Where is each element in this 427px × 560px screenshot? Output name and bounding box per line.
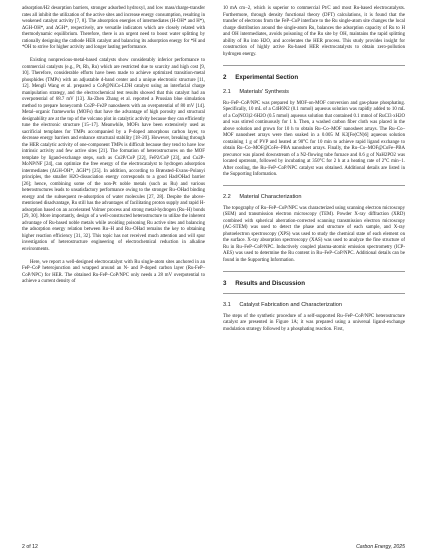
subsection-number: 2.1	[223, 89, 231, 95]
subsection-heading	[223, 89, 405, 96]
section-divider	[223, 65, 405, 66]
page-number: 2 of 12	[22, 544, 38, 550]
body-paragraph: adsorption/H2 desorption barriers, stronger adsorbed hydroxyl, and low mass/charge-transfer rates all inhibit the utilization of the active sites and increase energy consumption, resulting in weakened catalyst activity [7, 8]. The absorption energies of intermediates (H-OH* and H*), ΔGH-OH*, and ΔGH*, respectively, are versatile indicators which are closely related with thermodynamic equilibrium. Therefore, there is an urgent need to boost water splitting by rationally designing the cathode HER catalyst and balancing its adsorption energy for *H and *OH to strive for higher activity and longer lasting performance.	[22, 6, 205, 50]
body-paragraph: Ru–FeP–CoP/NPC was prepared by MOF-on-MOF conversion and gas-phase phosphating. Specifically, 10 mL of a C4H6N2 (0.1 mmol) aqueous solution was rapidly added to 10 mL of a Co(NO3)2·6H2O (0.5 mmol) aqueous solution that contained 0.1 mmol of RuCl3·xH2O and was stirred continuously for 1 h. Then, a washed carbon fiber cloth was placed in the above solution and grown for 10 h to obtain Ru–Co–MOF nanosheet arrays. The Ru–Co–MOF nanosheet arrays were then soaked in a 0.005 M K3[Fe(CN)6] aqueous solution containing 1 g of PVP and heated at 90°C for 10 min to achieve rapid ligand exchange to obtain Ru–Co–MOF@CoFe–PBA nanosheet arrays. Finally, the Ru–Co–MOF@CoFe–PBA precursor was placed downstream of a N2-flowing tube furnace and 0.6 g of NaH2PO2 was located upstream, followed by incubating at 350°C for 2 h at a heating rate of 2°C min−1. After cooling, the Ru–FeP–CoP/NPC catalyst was obtained. Additional details are listed in the Supporting Information.	[223, 100, 405, 177]
section-number: 3	[223, 279, 227, 287]
subsection-title: Material Characterization	[239, 194, 302, 200]
body-paragraph: 10 mA cm−2, which is superior to commercial Pt/C and most Ru-based electrocatalysts. Furthermore, through density functional theory (DFT) calculations, it is found that the transfer of electrons from the FeP–CoP interface to the Ru single-atom site changes the local charge distribution around the single-atom Ru, balances the adsorption capacity of Ru to H and OH intermediates, avoids poisoning of the Ru site by OH, maintains the rapid splitting ability of Ru into H2O, and accelerates the HER process. This study provides insight for construction of highly active Ru-based HER electrocatalysts to obtain zero-pollution hydrogen energy.	[223, 6, 405, 57]
journal-name: Carbon Energy, 2025	[356, 544, 405, 550]
subsection-title: Materials' Synthesis	[239, 89, 289, 95]
body-paragraph: The topography of Ru–FeP–CoP/NPC was characterized using scanning electron microscopy (SEM) and transmission electron microscopy (TEM). Powder X-ray diffraction (XRD) combined with spherical aberration-corrected scanning transmission electron microscopy (AC-STEM) was used to detect the phase and structure of each sample, and X-ray photoelectron spectroscopy (XPS) was used to study the chemical state of each element on the surface. X-ray absorption spectroscopy (XAS) was used to analyze the fine structure of Ru in Ru–FeP–CoP/NPC. Inductively coupled plasma-atomic emission spectrometry (ICP-AES) was used to determine the Ru content in Ru–FeP–CoP/NPC. Additional details can be found in the Supporting Information.	[223, 205, 405, 263]
section-title: Results and Discussion	[235, 279, 305, 287]
right-column	[223, 6, 405, 340]
subsection-heading	[223, 302, 405, 309]
body-paragraph: Here, we report a well-designed electrocatalyst with Ru single-atom sites anchored in an FeP–CoP heterojunction and wrapped around an N- and P-doped carbon layer (Ru-FeP–CoP/NPC) for HER. The obtained Ru-FeP–CoP/NPC only needs a 28 mV overpotential to achieve a current density of	[22, 259, 205, 284]
subsection-number: 2.2	[223, 194, 231, 200]
section-title: Experimental Section	[235, 73, 299, 81]
section-heading	[223, 75, 405, 82]
section-number: 2	[223, 73, 227, 81]
subsection-number: 3.1	[223, 302, 231, 308]
section-divider	[223, 185, 405, 186]
section-heading	[223, 281, 405, 288]
section-divider	[223, 271, 405, 272]
subsection-title: Catalyst Fabrication and Characterization	[239, 302, 342, 308]
body-paragraph: The steps of the synthetic procedure of a self-supported Ru–FeP–CoP/NPC heterostructure catalyst are presented in Figure 1A; it was prepared using a universal ligand-exchange modulation strategy followed by a phosphating reaction. First,	[223, 313, 405, 332]
left-column	[22, 6, 205, 292]
body-paragraph: Existing nonprecious-metal-based catalysts show considerably inferior performance to commercial catalysts (e.g., Pt, Rh, Ru) which are restricted due to scarcity and high cost [9, 10]. Therefore, considerable efforts have been made to achieve optimized transition-metal phosphides (TMPs) with an adjustable d-band center and a unique electronic structure [11, 12]. Mengli Wang et al. prepared a CoP@NiCo-LDH catalyst using an interfacial charge manipulation strategy, and the electrochemical test results showed that this catalyst had an overpotential of 68.7 mV [13]. Jia-Zhen Zhang et al. reported a Prussian blue simulation method to prepare honeycomb Co2P–Fe2P nanosheets with an overpotential of 80 mV [14]. Metal–organic frameworks (MOFs) that have the advantage of high porosity and structural designability are at the top of the volcano plot in catalytic activity because they can efficiently tune the electronic structure [15–17]. Meanwhile, MOFs have been extensively used as sacrificial templates for TMPs accompanied by a P-doped amorphous carbon layer, to decrease energy barriers and enhance structural stability [18–20]. However, breaking through the HER catalytic activity of one-component TMPs is difficult because they tend to have low intrinsic activity and few active sites [21]. The formation of heterostructures on the MOF template by ligand-exchange steps, such as Co2P/CoP [22], FeP2/CoP [23], and Co2P-MoNP/NF [24], can optimize the free energy of the electrocatalyst to hydrogen adsorption intermediates (ΔGH-OH*, ΔGH*) [25]. In addition, according to Brønsted–Evans–Polanyi principles, the smaller H2O-dissociation energy corresponds to a good Had/OHad barrier [26]; hence, combining some of the non-Pt noble metals (such as Ru) and various heterostructures leads to unsatisfactory performance owing to the stronger Ru–OHad binding energy and the subsequent re-adsorption of water molecules [27, 28]. Despite the above-mentioned disadvantage, Ru still has the advantages of facilitating proton supply and rapid H-adsorption based on an accelerated Volmer process and strong metal-hydrogen (Ru–H) bonds [29, 30]. More importantly, design of a well-constructed heterostructure to utilize the inherent advantage of Ru-based noble metals while avoiding poisoning Ru active sites and balancing the adsorption energy relation between Ru–H and Ru–OHad remains the key to obtaining higher reaction efficiency [31, 32]. This topic has not received much attention and will spur investigation of heterostructure engineering of electrochemical reduction in alkaline environments.	[22, 58, 205, 252]
subsection-heading	[223, 194, 405, 201]
section-divider	[223, 293, 405, 294]
